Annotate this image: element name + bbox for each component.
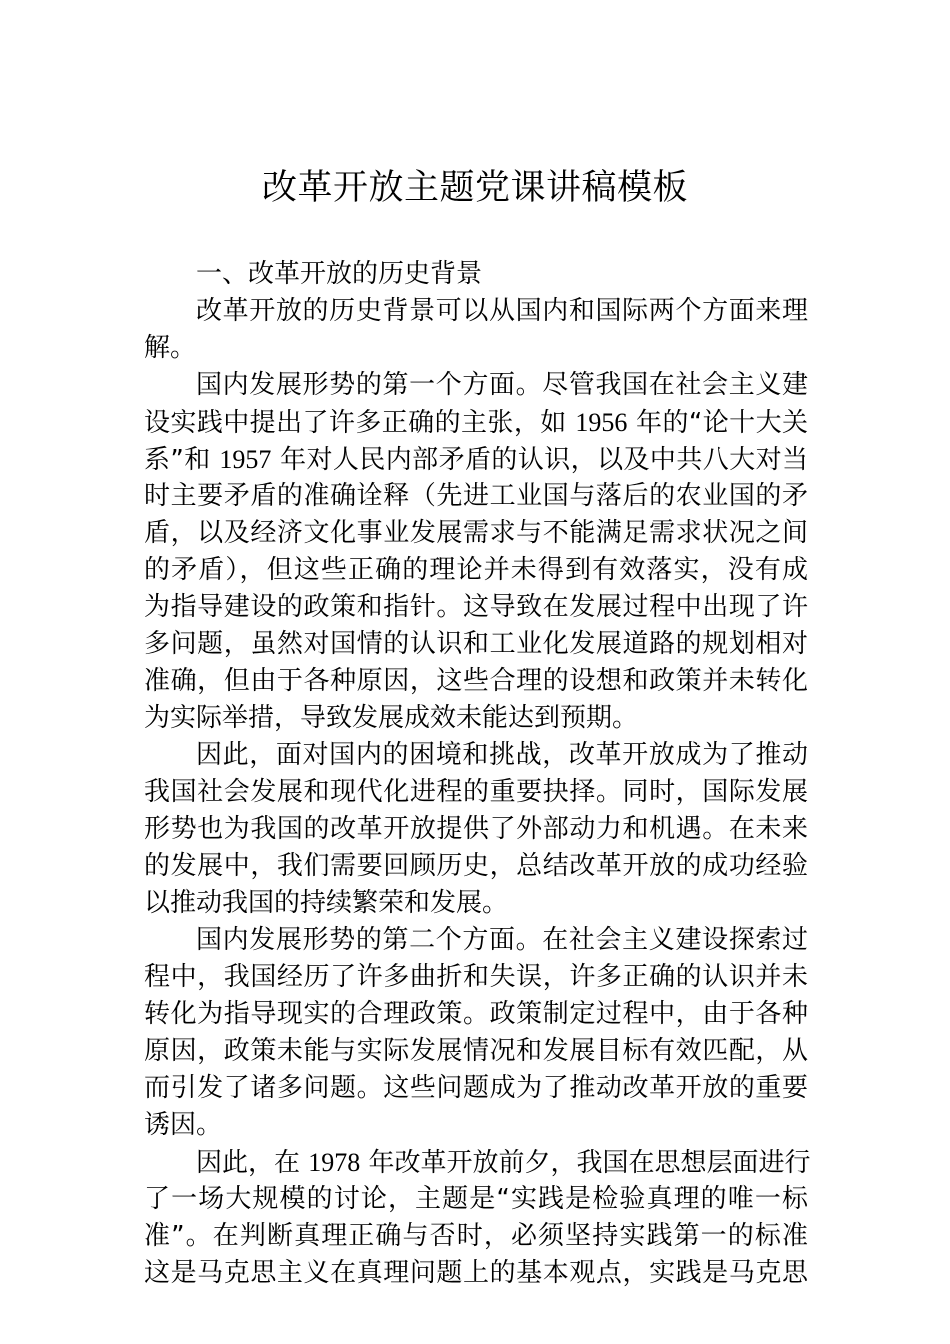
paragraph-line: 因此，在 1978 年改革开放前夕，我国在思想层面进行 bbox=[196, 1148, 811, 1178]
paragraph-line: 了一场大规模的讨论，主题是“实践是检验真理的唯一标 bbox=[144, 1184, 808, 1214]
paragraph-line: 我国社会发展和现代化进程的重要抉择。同时，国际发展 bbox=[144, 777, 808, 807]
paragraph-line: 国内发展形势的第一个方面。尽管我国在社会主义建 bbox=[196, 370, 808, 400]
paragraph-line: 原因，政策未能与实际发展情况和发展目标有效匹配，从 bbox=[144, 1036, 808, 1066]
paragraph-line: 程中，我国经历了许多曲折和失误，许多正确的认识并未 bbox=[144, 962, 808, 992]
document-body bbox=[144, 256, 811, 1292]
paragraph-line: 而引发了诸多问题。这些问题成为了推动改革开放的重要 bbox=[144, 1073, 808, 1103]
paragraph-line: 改革开放的历史背景可以从国内和国际两个方面来理 bbox=[196, 296, 808, 326]
paragraph-line: 时主要矛盾的准确诠释（先进工业国与落后的农业国的矛 bbox=[144, 481, 808, 511]
paragraph-line: 国内发展形势的第二个方面。在社会主义建设探索过 bbox=[196, 925, 808, 955]
paragraph-line: 解。 bbox=[144, 333, 197, 363]
paragraph-line: 为指导建设的政策和指针。这导致在发展过程中出现了许 bbox=[144, 592, 808, 622]
paragraph-line: 准”。在判断真理正确与否时，必须坚持实践第一的标准 bbox=[144, 1221, 808, 1251]
paragraph-line: 系”和 1957 年对人民内部矛盾的认识，以及中共八大对当 bbox=[144, 445, 808, 475]
document-title: 改革开放主题党课讲稿模板 bbox=[261, 168, 688, 208]
paragraph-line: 盾，以及经济文化事业发展需求与不能满足需求状况之间 bbox=[144, 518, 808, 548]
paragraph-line: 这是马克思主义在真理问题上的基本观点，实践是马克思 bbox=[144, 1258, 808, 1288]
paragraph-line: 转化为指导现实的合理政策。政策制定过程中，由于各种 bbox=[144, 999, 808, 1029]
paragraph-line: 因此，面对国内的困境和挑战，改革开放成为了推动 bbox=[196, 740, 808, 770]
paragraph-line: 的发展中，我们需要回顾历史，总结改革开放的成功经验 bbox=[144, 851, 808, 881]
paragraph-line: 形势也为我国的改革开放提供了外部动力和机遇。在未来 bbox=[144, 814, 808, 844]
paragraph-line: 多问题，虽然对国情的认识和工业化发展道路的规划相对 bbox=[144, 629, 808, 659]
paragraph-line: 诱因。 bbox=[144, 1110, 223, 1140]
paragraph-line: 为实际举措，导致发展成效未能达到预期。 bbox=[144, 703, 639, 733]
paragraph-line: 准确，但由于各种原因，这些合理的设想和政策并未转化 bbox=[144, 666, 808, 696]
paragraph-line: 以推动我国的持续繁荣和发展。 bbox=[144, 888, 509, 918]
section-heading: 一、改革开放的历史背景 bbox=[196, 259, 483, 289]
paragraph-line: 设实践中提出了许多正确的主张，如 1956 年的“论十大关 bbox=[144, 408, 808, 438]
paragraph-line: 的矛盾），但这些正确的理论并未得到有效落实，没有成 bbox=[144, 555, 808, 585]
